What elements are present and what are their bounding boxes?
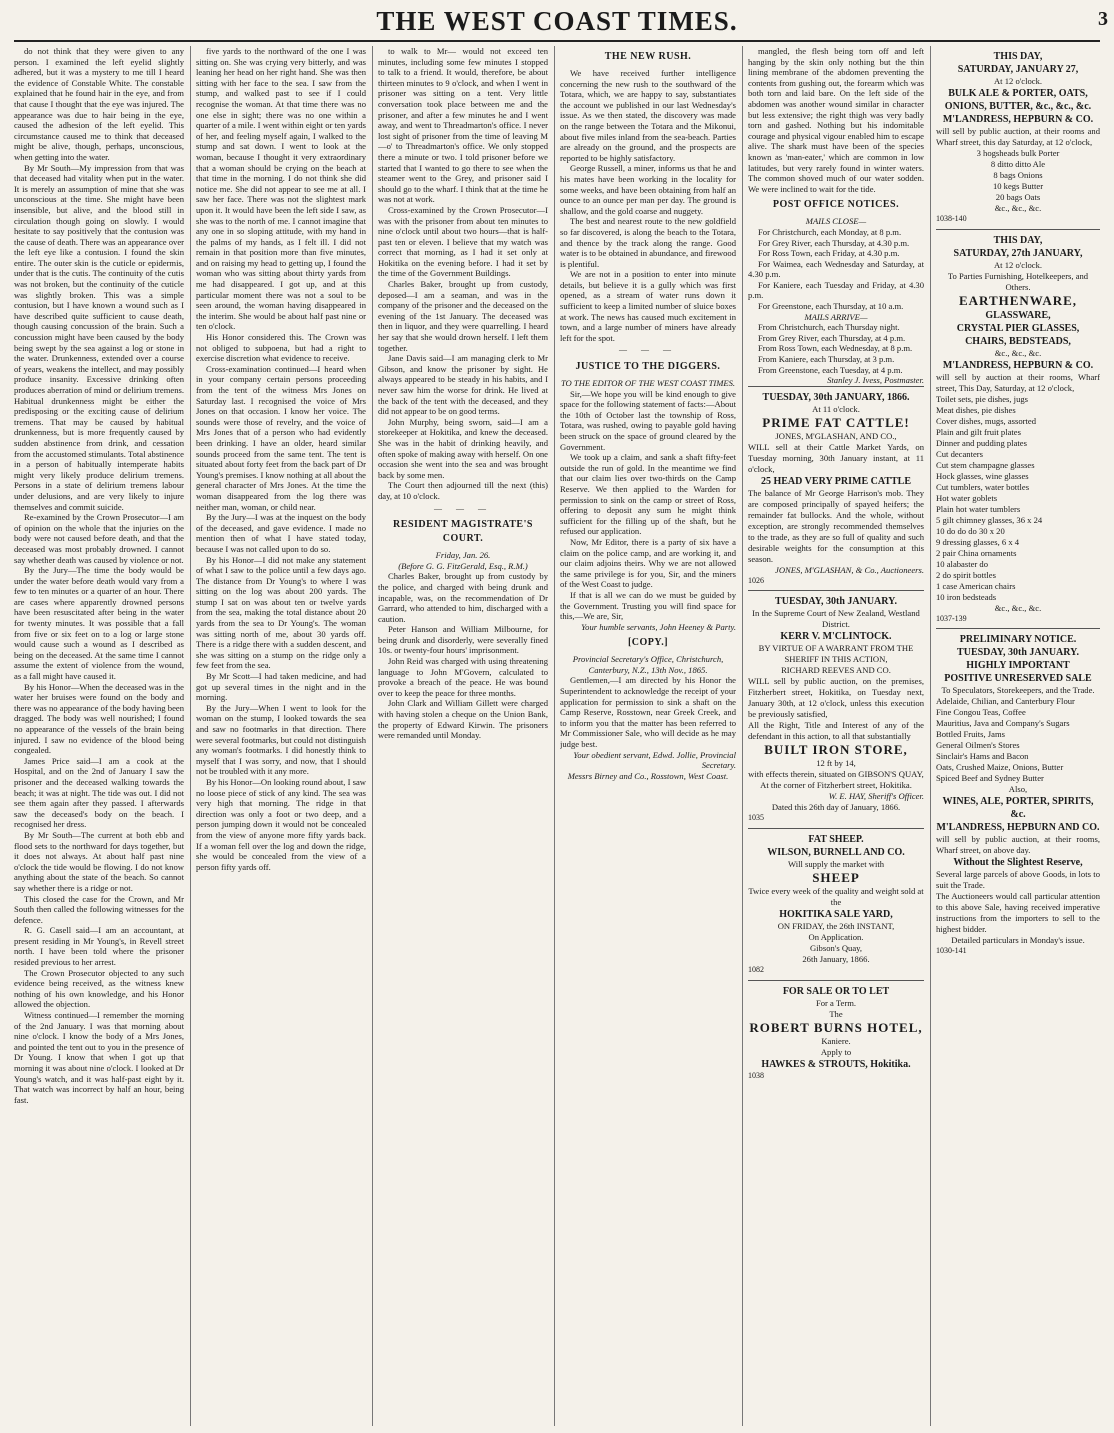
ad-date: SATURDAY, JANUARY 27, [957,64,1079,75]
court-body-line: Peter Hanson and William Milbourne, for being drunk and disorderly, were severally fined 10s. or twenty-four hours' imprisonment. [378,624,548,656]
rush-body-line: We have received further intelligence concerning the new rush to the southward of the Totara, which, we are happy to say, substantiates the account we published in our last Wednesday's issue. As we then stated, the discovery was made on the range between the Totara and the Mikonui, about five miles inland from the sea-beach. Parties are already on the ground, and the prospects are reported to be highly satisfactory. [560,68,736,163]
ad-items-line: 2 pair China ornaments [936,547,1017,558]
col3-body-line: Charles Baker, brought up from custody, deposed—I am a seaman, and was in the company of the prisoner and the deceased on the evening of the 1st January. The deceased was then in liquor, and they were quarrelling. I heard her say that she would drown herself. I left them together. [378,279,548,353]
column-2 [196,46,366,1426]
ad-items-line: 2 do spirit bottles [936,569,996,580]
post-close-list-line: For Kaniere, each Tuesday and Friday, at 4.30 p.m. [748,279,924,301]
copy-label: [COPY.] [627,637,669,649]
ad-quay: Gibson's Quay, [809,943,863,953]
ad-case: KERR V. M'CLINTOCK. [780,631,892,643]
ad-items-line: Hot water goblets [936,492,998,503]
ad-title: FOR SALE OR TO LET [782,985,890,997]
ad-time: At 12 o'clock. [993,259,1043,270]
ad-items-line: Bottled Fruits, Jams [936,729,1005,740]
ad-items-line: 9 dressing glasses, 6 x 4 [936,536,1020,547]
ad-firm: JONES, M'GLASHAN, AND CO., [775,430,897,441]
rush-body-line: The best and nearest route to the new goldfield so far discovered, is along the beach to the Totara, and thence by the track along the range. Good water is to be obtained in abundance, and firewood is plentiful. [560,216,736,269]
col2-body-line: Cross-examination continued—I heard when in your company certain persons proceeding from the tent of the witness Mrs Jones on Saturday last. I recognised the voice of Mrs Jones on that occasion. I know her voice. The sounds were those of revelry, and the voice of Mrs Jones that of a person who had evidently been drinking. I have an older, heard similar sounds proceed from the same tent. The tent is situated about forty feet from the back part of Dr Young's premises. I know nothing at all about the general character of Mrs Jones. At the time the woman disappeared from the log there was neither man, woman, or child near. [196,363,366,512]
ad-items-line: Hock glasses, wine glasses [936,470,1029,481]
court-heading: RESIDENT MAGISTRATE'S COURT. [393,519,533,545]
ad-items-line: Adelaide, Chilian, and Canterbury Flour [936,696,1075,707]
masthead-rule [14,40,1100,42]
court-body-line: John Clark and William Gillett were charged with having stolen a cheque on the Union Bank, the property of Edward Kirwin. The prisoners were remanded until Monday. [378,698,548,741]
page-number: 3 [1098,8,1108,30]
section-divider: — — — [619,345,677,355]
ad-location: Kaniere. [821,1035,851,1046]
column-divider [372,46,373,1426]
ad-application: On Application. [808,932,864,942]
ad-sheriff: W. E. HAY, Sheriff's Officer. [828,791,924,802]
ad-positive: POSITIVE UNRESERVED SALE [944,673,1092,685]
justice-subheading: TO THE EDITOR OF THE WEST COAST TIMES. [560,378,736,389]
copy-body [560,675,736,749]
col2-body-line: five yards to the northward of the one I was sitting on. She was crying very bitterly, and was leaning her head on her right hand. She was then sitting with her face to the sea. I saw from the stump, and walked past to see if I could recognise the woman. At that time there was no one else in sight; there was no one within a quarter of a mile. I went within eight or ten yards of her, and feeling myself again, I walked to the stump and sat down. I went to look at the woman, because I thought it very extraordinary that a woman should be crying on the beach at that time in the morning. I do not think she did notice me. She did not appear to see me at all. I saw her face. There was not the slightest mark upon it. It would have been the left side I saw, as she was to the north of me. I cannot imagine that any one in so sloping attitude, with my hand in the palms of my hands, as I felt ill. I did not remain in that position more than five minutes, and on raising my head to getting up, I found the woman who was sitting about thirty yards from me had disappeared. I got up, and at this particular moment there was not a soul to be seen around, the woman having disappeared in the interim. She would be about half past nine or ten o'clock. [196,46,366,332]
copy-body-line: Gentlemen,—I am directed by his Honor the Superintendent to acknowledge the receipt of your application for permission to sink a shaft on the Camp Reserve, Rosstown, near Greek Creek, and to inform you that the matter has been referred to Mr Commissioner Sale, who will decide as he may judge best. [560,675,736,750]
ad-big: SHEEP [812,870,860,885]
ad-items-line: 10 iron bedsteads [936,591,997,602]
court-body-line: John Reid was charged with using threatening language to John M'Govern, calculated to provoke a breach of the peace. He was bound over to keep the peace for three months. [378,656,548,698]
column-divider [554,46,555,1426]
col1-body-line: R. G. Casell said—I am an accountant, at present residing in Mr Young's, in Revell street north. I have been told where the prisoner resided previous to her arrest. [14,925,184,968]
col3-body [378,46,548,502]
column-divider [930,46,931,1426]
ad-terms: For a Term. [815,997,857,1008]
ad-court: In the Supreme Court of New Zealand, Westland District. [752,608,920,630]
col5-body [748,46,924,194]
ad-items [936,696,1100,784]
column-5 [748,46,924,1426]
col3-body-line: John Murphy, being sworn, said—I am a storekeeper at Hokitika, and knew the deceased. She was in the habit of drinking heavily, and often spoke of making away with herself. On one occasion she went into the sea and was brought back by some men. [378,416,548,480]
post-arrive-list-line: From Grey River, each Thursday, at 4 p.m. [758,332,906,343]
col2-body-line: By his Honor—I did not make any statement of what I saw to the police until a few days ago. The distance from Dr Young's to where I was sitting on the log was about 200 yards. The stump I sat on was about ten or twelve yards from the sea, making the total distance about 20 yards from the sea to Dr Young's. The woman was sitting north of me, about 30 yards off. There is a ridge there with a sudden descent, and she was sitting on a stump on the ridge only a few feet from the sea. [196,554,366,671]
ad-also: Also, [1008,784,1028,795]
column-divider [742,46,743,1426]
ad-items-line: 10 do do do 30 x 20 [936,525,1005,536]
ad-etc: &c., &c., &c. [994,347,1042,358]
ad-items-line: General Oilmen's Stores [936,740,1020,751]
ad-number: 1035 [748,813,764,823]
ad-goods-1: EARTHENWARE, [958,292,1078,308]
ad-items-line: 10 kegs Butter [992,181,1044,191]
ad-number: 1037-139 [936,613,967,623]
ad-agent: HAWKES & STROUTS, Hokitika. [761,1058,911,1070]
ad-date: TUESDAY, 30th JANUARY, 1866. [762,391,910,403]
ad-items-line: Mauritius, Java and Company's Sugars [936,718,1070,729]
col1-body-line: This closed the case for the Crown, and Mr South then called the following witnesses for the defence. [14,893,184,925]
justice-body-line: We took up a claim, and sank a shaft fifty-feet outside the run of gold. In the meantime we find that our claim lies over two-thirds on the Camp Reserve. We then applied to the Warden for permission to sink on the camp or street of Ross, offering to deposit any sum he might think sufficient for the filling up of the shaft, but he refused our application. [560,452,736,537]
ad-hotel [748,980,924,1086]
ad-day: THIS DAY, [993,51,1043,62]
ad-number: 1030-141 [936,946,967,956]
col2-body [196,46,366,872]
ad-to: To Speculators, Storekeepers, and the Trade. [941,685,1095,696]
post-arrive-list-line: From Kaniere, each Thursday, at 3 p.m. [758,354,895,365]
col1-body-line: By his Honor—When the deceased was in the water her bruises were found on the body and there was no appearance of the body having been dragged. The body was well nourished; I found no appearance of the vessels of the brain being injured. I saw no evidence of the blood being congealed. [14,681,184,756]
copy-signature: Your obedient servant, Edwd. Jollie, Provincial Secretary. [573,749,736,771]
justice-body-line: If that is all we can do we must be guided by the Government. Trusting you will find space for this,—We are, Sir, [560,589,736,622]
ad-items-line: Dinner and pudding plates [936,437,1027,448]
post-close-list-line: For Greenstone, each Thursday, at 10 a.m. [758,301,904,312]
col3-body-line: to walk to Mr— would not exceed ten minutes, including some few minutes I stopped to talk to a friend. It would, therefore, be about thirteen minutes to 9 o'clock, and when I went in prisoner was sitting on a tent. Very little conversation took place between me and the prisoner, and after a few minutes he and I went away, and went to Threadmarton's office. I never lost sight of prisoner from the time of leaving M—o' to Threadmarton's office. We only stopped there a minute or two. I told prisoner before we started that I wanted to go there to see when the steamer went to the Grey, and prisoner said I should go to the wharf. I think that at the time he was not at work. [378,46,548,205]
post-arrive-list-line: From Christchurch, each Thursday night. [758,322,900,333]
col1-body-line: By Mr South—The current at both ebb and flood sets to the northward for days together, but it does not always. At about half past nine o'clock the tide would be flowing. I do not know anything about the state of the beach. So cannot say whether there is a ridge or not. [14,829,184,893]
ad-date: TUESDAY, 30th JANUARY. [957,647,1079,659]
ad-items-line: 3 hogsheads bulk Porter [976,148,1060,158]
post-mails-close: MAILS CLOSE— [805,216,867,227]
masthead-title: THE WEST COAST TIMES. [376,6,738,36]
ad-items-line: Fine Congou Teas, Coffee [936,707,1026,718]
ad-text: WILL sell by public auction, on the premises, Fitzherbert street, Hokitika, on Tuesday next, January 30th, at 12 o'clock, unless this execution be previously satisfied, [748,676,924,720]
post-arrive-list-line: From Ross Town, each Wednesday, at 8 p.m. [758,343,913,354]
ad-size: 12 ft by 14, [816,758,856,769]
col3-body-line: The Court then adjourned till the next (this) day, at 10 o'clock. [378,480,548,501]
ad-detail: Detailed particulars in Monday's issue. [951,935,1085,946]
section-divider: — — — [434,503,492,513]
ad-firm: M'LANDRESS, HEPBURN & CO. [942,114,1094,125]
ad-items-line: Spiced Beef and Sydney Butter [936,773,1044,784]
ad-body: The balance of Mr George Harrison's mob. They are composed principally of spayed heifers; the remainder fat bullocks. And the whole, without exception, are strongly recommended themselves to the trade, as they are so full of quality and such desirable weights for the consumption at this season. [748,487,924,564]
ad-number: 1026 [748,575,764,585]
ad-text: will sell by public auction, at their rooms, Wharf street, on above day. [936,834,1100,856]
ad-note: The Auctioneers would call particular attention to this above Sale, having received imperative instructions from the importers to sell to the highest bidder. [936,891,1100,935]
ad-goods-3: CRYSTAL PIER GLASSES, [956,322,1080,334]
post-close-list-line: For Ross Town, each Friday, at 4.30 p.m. [758,248,900,259]
ad-headline: 25 HEAD VERY PRIME CATTLE [760,475,912,487]
col1-body-line: Re-examined by the Crown Prosecutor—I am of opinion on the whole that the injuries on the body were not caused before death, and that the deceased was most probably drowned. I cannot say whether death was caused by violence or not. [14,512,184,565]
ad-firm: RICHARD REEVES AND CO. [781,665,891,676]
ad-day: ON FRIDAY, the 26th INSTANT, [777,921,895,931]
col3-body-line: Cross-examined by the Crown Prosecutor—I was with the prisoner from about ten minutes to nine o'clock until about two hours—that is half-past ten or eleven. I believe that my watch was correct that morning, as I had it set only at Hokitika on the evening before. I had it set by the time of the Government Buildings. [378,204,548,279]
ad-the: The [829,1008,843,1019]
ad-text: will sell by public auction, at their rooms and Wharf street, this day Saturday, at 12 o'clock, [936,126,1100,147]
ad-time: At 12 o'clock. [993,76,1043,86]
ad-items-line: 5 gilt chimney glasses, 36 x 24 [936,514,1043,525]
post-close-list-line: For Christchurch, each Monday, at 8 p.m. [758,226,902,237]
col3-body-line: Jane Davis said—I am managing clerk to Mr Gibson, and know the prisoner by sight. He always appeared to be steady in his habits, and I never saw him the worse for drink. He lived at the back of the tent with the deceased, and they did not appear to be on good terms. [378,353,548,417]
ad-items-line: Cut stem champagne glasses [936,459,1035,470]
post-close-list-line: For Grey River, each Thursday, at 4.30 p.m. [758,237,910,248]
col2-body-line: By Mr Scott—I had taken medicine, and had got up several times in the night and in the morning. [196,671,366,703]
col2-body-line: His Honor considered this. The Crown was not obliged to subpoena, but had a right to exercise discretion what evidence to receive. [196,332,366,364]
ad-bulk-ale [936,46,1100,229]
post-close-list-line: For Waimea, each Wednesday and Saturday, at 4.30 p.m. [748,258,924,280]
ad-items-line: 1 case American chairs [936,580,1016,591]
col1-body [14,46,184,1105]
col1-body-line: By the Jury—The time the body would be under the water before death would vary from a few to ten minutes or a quarter of an hour. There are cases where apparently drowned persons have been resuscitated after being in the water for twenty minutes. It was possible that a fall from five or six feet on to a log or large stone would cause such a wound as I described as being on the deceased. At the same time I cannot assume the extent of violence from the wound, as a fall might have caused it. [14,565,184,682]
justice-body [560,389,736,622]
ad-date: SATURDAY, 27th JANUARY, [953,247,1083,259]
court-date: Friday, Jan. 26. [435,550,491,561]
rush-heading: THE NEW RUSH. [604,51,692,62]
ad-number: 1082 [748,965,764,974]
court-body-line: Charles Baker, brought up from custody by the police, and charged with being drunk and incapable, was, on the recommendation of Dr Garrard, who attended to him, discharged with a caution. [378,571,548,624]
col1-body-line: Witness continued—I remember the morning of the 2nd January. I was that morning about nine o'clock. I know the body of a Mrs Jones, and pointed the tent out to you in the presence of Dr Young. I know that when I got up that morning it was about nine o'clock. I looked at Dr Young's watch, and it was half-past eight by it. That watch was incorrect by half an hour, being fast. [14,1010,184,1105]
column-4 [560,46,736,1426]
ad-earthenware [936,229,1100,629]
post-heading: POST OFFICE NOTICES. [772,199,900,211]
ad-text: will sell by auction at their rooms, Wharf street, This Day, Saturday, at 12 o'clock, [936,371,1100,393]
ad-items-line: Cut tumblers, water bottles [936,481,1030,492]
ad-items-line: Plain and gilt fruit plates [936,426,1021,437]
col2-body-line: By his Honor—On looking round about, I saw no loose piece of stick of any kind. The sea was very high that morning. The ridge in that direction was only a foot or two deep, and a person jumping down it would not be concealed from the view of anyone more fifty yards back. If a woman fell over the log and down the ridge, she would be concealed from the view of a person fifty yards off. [196,776,366,872]
post-arrive-list-line: From Greenstone, each Tuesday, at 4 p.m. [758,364,903,375]
ad-writ: BY VIRTUE OF A WARRANT FROM THE SHERIFF IN THIS ACTION, [758,643,914,665]
ad-preliminary-notice: PRELIMINARY NOTICE. [959,634,1077,646]
ad-items-line: Toilet sets, pie dishes, jugs [936,393,1029,404]
ad-items [936,394,1100,603]
ad-hotel-name: ROBERT BURNS HOTEL, [749,1019,923,1035]
ad-wines: WINES, ALE, PORTER, SPIRITS, &c. [942,796,1094,821]
ad-items-line: 20 bags Oats [995,192,1041,202]
ad-items-line: 8 bags Onions [993,170,1043,180]
col5-body-line: mangled, the flesh being torn off and left hanging by the skin only nothing but the thin lining membrane of the abdomen preventing the contents from gushing out, the forearm which was both torn and laid bare. On the left side of the abdomen was another wound similar in character but less extensive; the right thigh was very badly torn and gashed. Nothing but his indomitable courage and physical vigour enabled him to escape alive. The shark must have been of the species known as 'man-eater,' which are common in low latitudes, but very rarely found in winter waters. The common shoved much of our water sodden. We were inclined to wait for the tide. [748,46,924,194]
ad-etc-2: &c., &c., &c. [994,602,1042,613]
ad-cattle [748,386,924,591]
ad-number: 1038 [748,1070,764,1080]
ad-text-2: All the Right, Title and Interest of any of the defendant in this action, to all that substantially [748,720,924,742]
justice-body-line: Sir,—We hope you will be kind enough to give space for the following statement of facts:—About the 10th of October last the township of Ross, Totara, was rushed, owing to payable gold having been struck on the space of ground cleared by the Government. [560,388,736,452]
ad-items-line: 10 alabaster do [936,558,989,569]
column-6 [936,46,1100,1426]
ad-fat-sheep [748,828,924,980]
ad-to: To Parties Furnishing, Hotelkeepers, and Others. [947,270,1089,292]
ad-date: 26th January, 1866. [802,954,870,964]
column-3 [378,46,548,1426]
ad-time: At 11 o'clock. [812,403,860,414]
ad-items-line: Sinclair's Hams and Bacon [936,751,1029,762]
ad-etc: &c., &c., &c. [994,203,1042,213]
ad-title: FAT SHEEP. [808,834,864,845]
col2-body-line: By the Jury—I was at the inquest on the body of the deceased, and gave evidence. I made no mention then of what I have stated today, because I was not called upon to do so. [196,512,366,554]
col1-body-line: James Price said—I am a cook at the Hospital, and on the 2nd of January I saw the prisoner and the deceased walking towards the beach; it was at night. The tide was out. I did not see them again after they passed. I afterwards saw the deceased's body on the beach. I recognised her dress. [14,755,184,830]
ad-text: Will supply the market with [787,859,885,869]
justice-body-line: Now, Mr Editor, there is a party of six have a claim on the police camp, and are working it, and our claim adjoins theirs. Why we are not allowed the same privilege is for you, Sir, and the miners of the West Coast to judge. [560,536,736,590]
ad-firm: WILSON, BURNELL AND CO. [767,847,905,858]
ad-apply: Apply to [820,1046,852,1057]
col1-body-line: By Mr South—My impression from that was that deceased had vitality when put in the water. It is merely an assumption of mine that she was unconscious at the time. She might have been insensible, but alive, and the blood still in circulation though going on slowly. I would hesitate to say positively that the contusion was the cause of death. There was an appearance over the left eye like a contusion. I found the skin entire. The outer skin is the cuticle or epidermis, under that is the cutis. The continuity of the cutis was not broken, but the continuity of the cuticle was slightly broken. This was a simple contusion, but I have known a wound such as I have described quite sufficient to cause death, though causing concussion of the brain. Such a concussion might have been caused by the body being swept by the sea against a log or stone in the water. Drunkenness, extended over a course of years, weakens the intellect, and may possibly produce insanity. Excessive drinking often produces aberration of mind or delirium tremens. Habitual drunkenness might be either the predisposing or the exciting cause of delirium tremens. That may be caused by habitual drunkenness, but is more frequently caused by sudden abstinence from drink, and cessation from the accustomed stimulants. Total abstinence in a person of habitually intemperate habits might very likely produce delirium tremens. Persons in a state of delirium tremens labour under delusions, and are very likely to injure themselves and commit suicide. [14,162,184,512]
post-mails-arrive: MAILS ARRIVE— [804,311,868,322]
court-magistrate: (Before G. G. FitzGerald, Esq., R.M.) [398,560,528,571]
postmaster-signature: Stanley J. Ivess, Postmaster. [827,375,924,386]
ad-signature: JONES, M'GLASHAN, & Co., Auctioneers. [775,564,924,575]
ad-firm: M'LANDRESS, HEPBURN AND CO. [936,822,1100,834]
ad-store: BUILT IRON STORE, [764,742,908,758]
court-body [378,571,548,741]
rush-body-line: George Russell, a miner, informs us that he and his mates have been working in the locality for some weeks, and have been obtaining from half an ounce to an ounce per man per day. The ground is shallow, and the gold coarse and nuggety. [560,163,736,216]
post-arrive-list [748,322,924,375]
ad-items-line: Meat dishes, pie dishes [936,404,1016,415]
column-divider [190,46,191,1426]
col1-body-line: The Crown Prosecutor objected to any such evidence being received, as the witness knew nothing of his own knowledge, and his Honor allowed the objection. [14,967,184,1010]
ad-number: 1038-140 [936,214,967,223]
ad-title: PRIME FAT CATTLE! [762,414,910,430]
post-close-list [748,227,924,312]
ad-iron-store [748,590,924,828]
ad-items-line: 8 ditto ditto Ale [990,159,1046,169]
ad-goods-4: CHAIRS, BEDSTEADS, [965,335,1071,347]
ad-items-line: Cut decanters [936,448,984,459]
ad-items [936,148,1100,203]
justice-signature: Your humble servants, John Heeney & Party. [581,621,736,632]
justice-heading: JUSTICE TO THE DIGGERS. [575,361,721,373]
ad-firm: M'LANDRESS, HEPBURN & CO. [942,359,1094,371]
col2-body-line: By the Jury—When I went to look for the woman on the stump, I looked towards the sea and saw no footmarks in that direction. There were several footmarks, but could not distinguish any woman's footmarks. I did honestly think to myself that I was sorry, and now, that I should not be troubled with it any more. [196,702,366,777]
ad-items-line: Oats, Crushed Maize, Onions, Butter [936,762,1064,773]
copy-recipient: Messrs Birney and Co., Rosstown, West Coast. [567,770,729,781]
copy-office: Provincial Secretary's Office, Christchurch, Canterbury, N.Z., 13th Nov., 1865. [572,654,724,675]
ad-without-reserve: Without the Slightest Reserve, [953,857,1083,869]
rush-body [560,68,736,343]
ad-lots: Several large parcels of above Goods, in lots to suit the Trade. [936,869,1100,891]
ad-day: THIS DAY, [993,234,1043,246]
col1-body-line: do not think that they were given to any person. I examined the left eyelid slightly adhered, but it was a mystery to me till I heard the evidence of Constable White. The constable explained that he found hair in the eye, and from that cause I thought that the eye was injured. The appearance was due to hair being in the eye, caused the adhesion of the left eyelid. This circumstance caused me to think that deceased might be alive, though, perhaps, unconscious, when getting into the water. [14,46,184,162]
ad-items-line: Cover dishes, mugs, assorted [936,415,1037,426]
ad-dated: Dated this 26th day of January, 1866. [771,802,901,813]
ad-important: HIGHLY IMPORTANT [966,660,1070,672]
ad-items-line: Plain hot water tumblers [936,503,1021,514]
rush-body-line: We are not in a position to enter into minute details, but believe it is a gully which was first opened, as a stream of water runs down it sufficient to keep a limited number of sluice boxes at work. The news has caused much excitement in town, and a large number of miners have already left for the spot. [560,269,736,343]
ad-date: TUESDAY, 30th JANUARY. [775,596,897,608]
ad-location: with effects therein, situated on GIBSON'S QUAY, At the corner of Fitzherbert street, Hokitika. [748,769,924,791]
ad-text-2: Twice every week of the quality and weight sold at the [748,886,924,907]
ad-yard: HOKITIKA SALE YARD, [779,909,893,920]
column-1 [14,46,184,1426]
ad-goods-2: GLASSWARE, [985,309,1051,321]
ad-goods: BULK ALE & PORTER, OATS, ONIONS, BUTTER, &c., &c., &c. [944,88,1092,112]
ad-preliminary [936,628,1100,961]
ad-text: WILL sell at their Cattle Market Yards, on Tuesday morning, 30th January instant, at 11 o'clock, [748,441,924,474]
